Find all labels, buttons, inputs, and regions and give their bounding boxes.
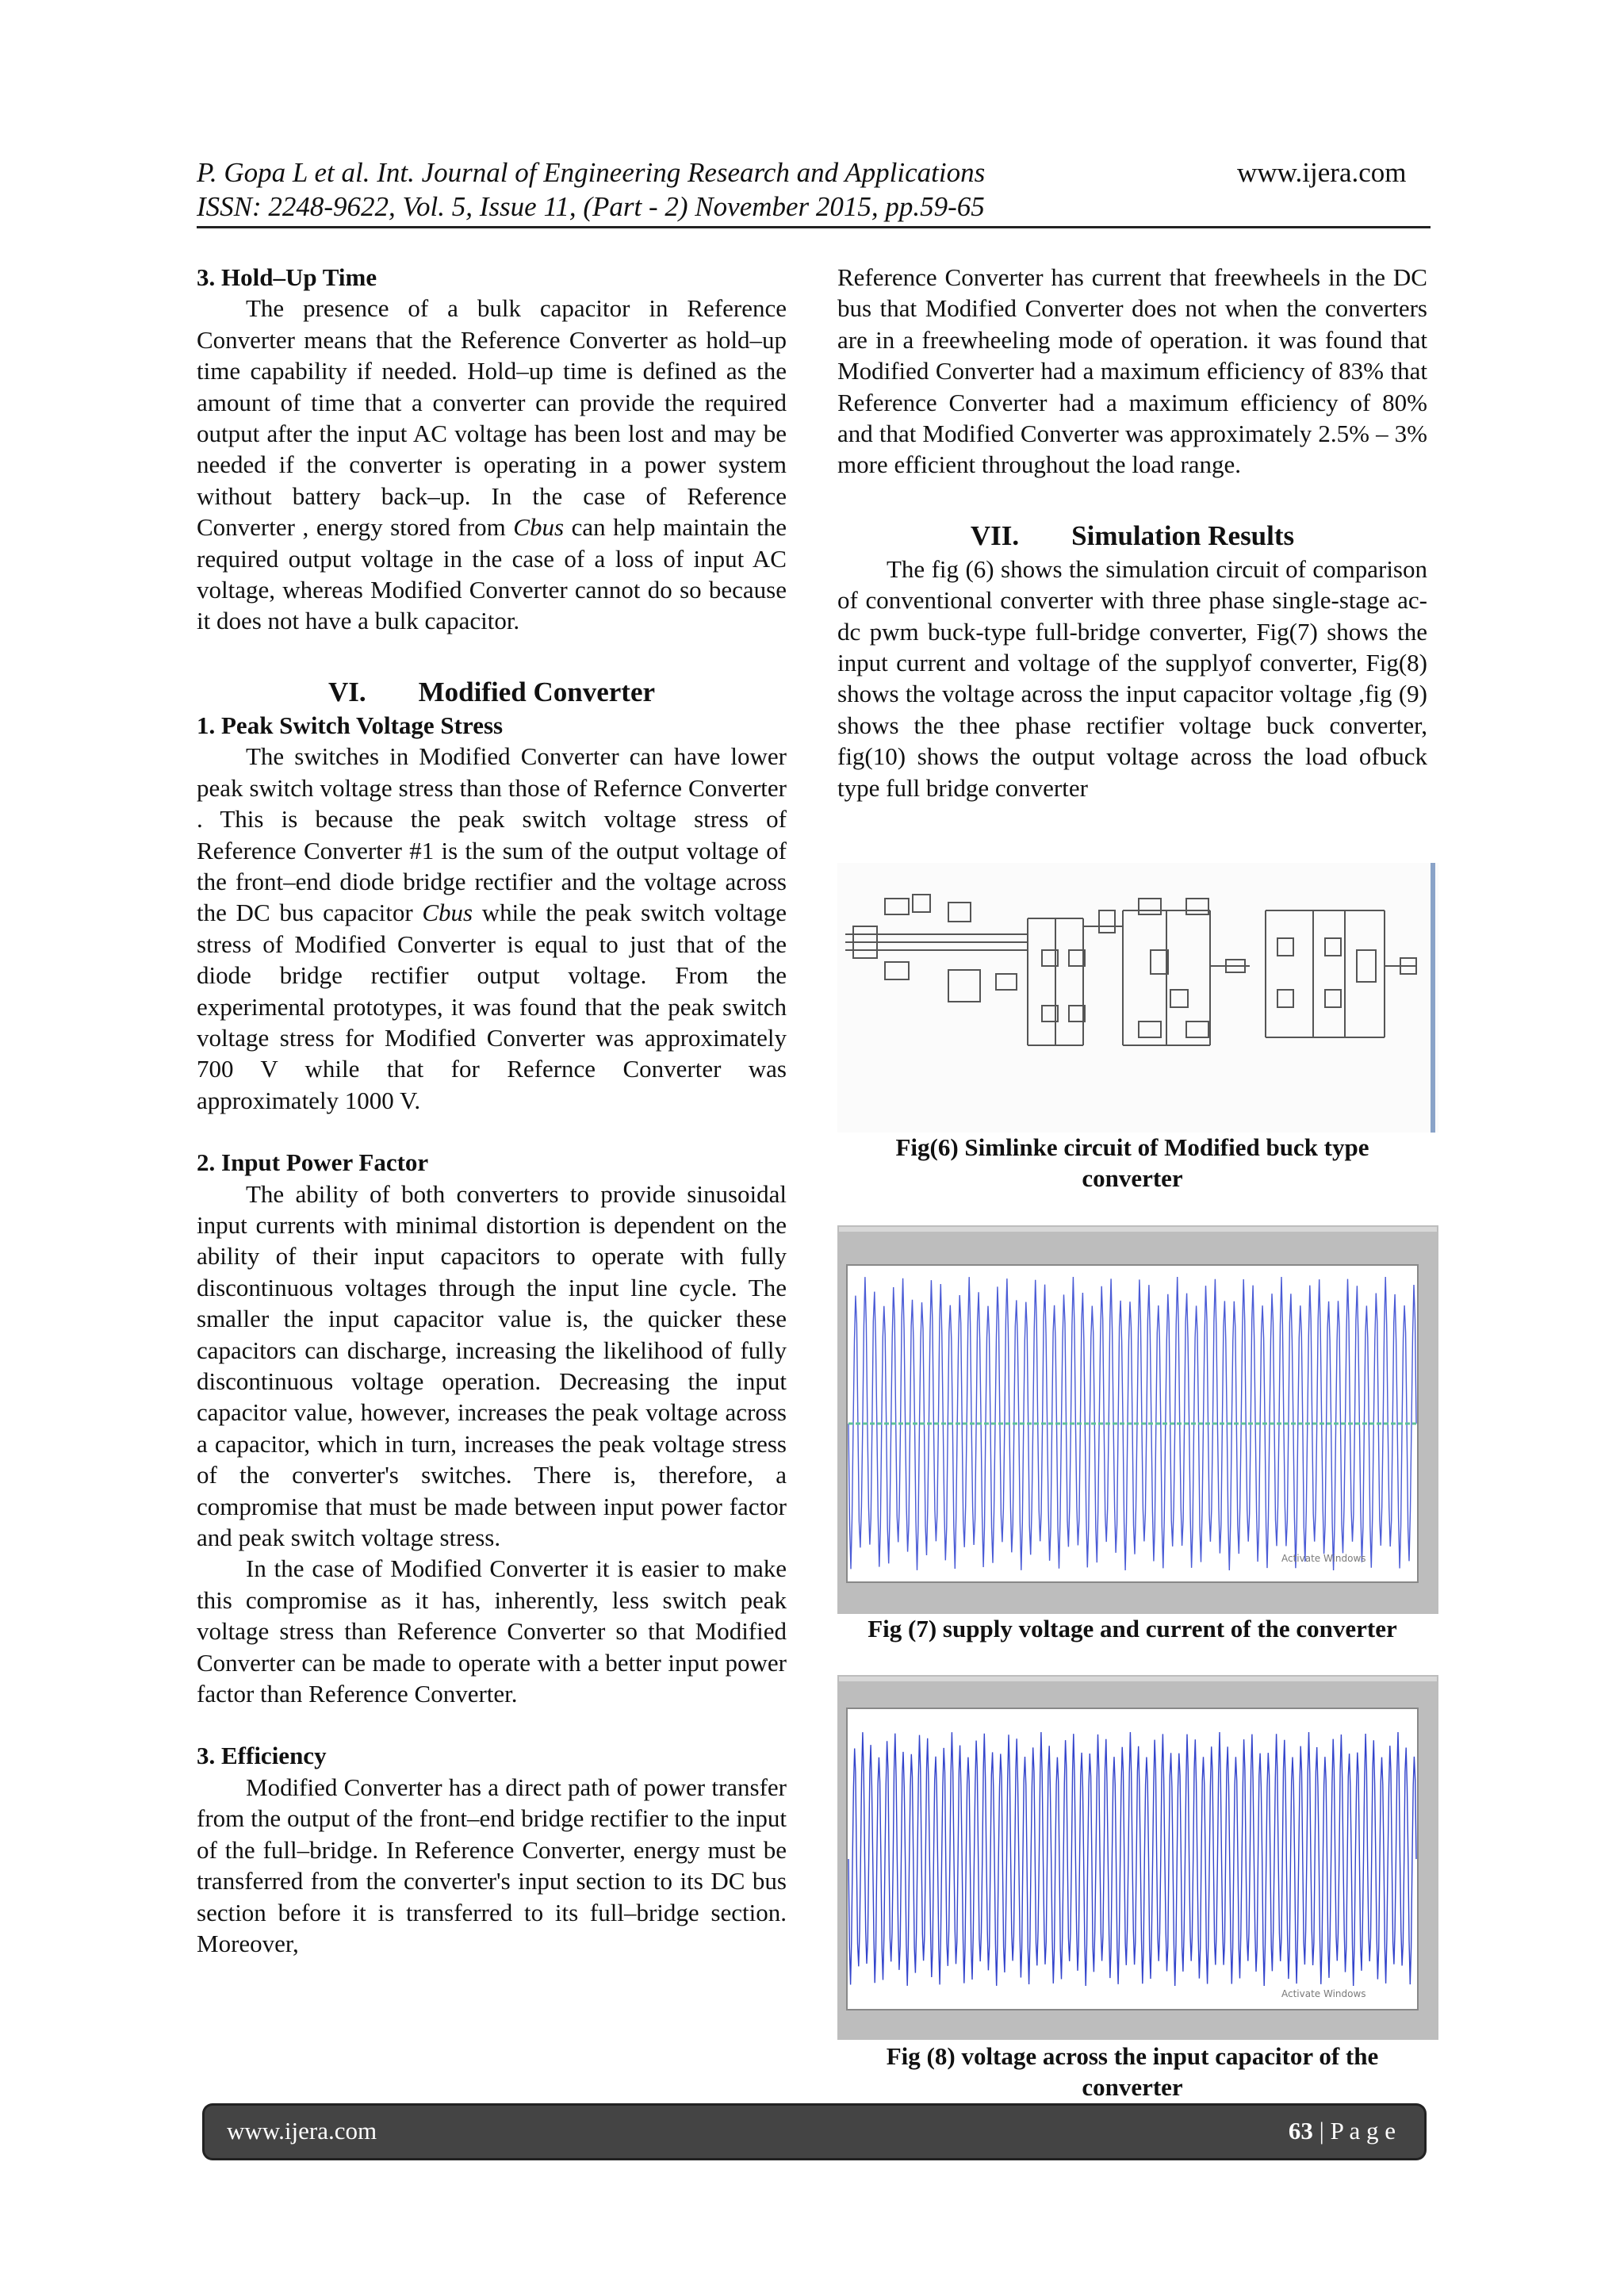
section-heading-modified-converter: VI. Modified Converter <box>327 676 656 707</box>
figure-8-watermark: Activate Windows <box>1281 1988 1366 1999</box>
subsection-input-power-factor-title: 2. Input Power Factor <box>197 1148 429 1177</box>
paragraph-efficiency: Modified Converter has a direct path of power transfer from the output of the front–end bridge rectifier to the input of the full–bridge. In Reference Converter, energy must be transferred from the converter's input section to its DC bus section before it is transferred to its full–bridge section. Moreover, <box>197 1773 787 1957</box>
paragraph-hold-up-time: The presence of a bulk capacitor in Reference Converter means that the Reference Converter as hold–up time capability if needed. Hold–up time is defined as the amount of time that a converter can provide the required output after the input AC voltage has been lost and may be needed if the converter is operating in a power system without battery back–up. In the case of Reference Converter , energy stored from Cbus can help maintain the required output voltage in the case of a loss of input AC voltage, whereas Modified Converter cannot do so because it does not have a bulk capacitor. <box>197 294 787 635</box>
simulink-circuit-diagram <box>837 863 1438 1133</box>
right-column <box>837 262 1427 803</box>
section-heading-simulation-results: VII. Simulation Results <box>970 519 1295 551</box>
figure-7-waveform <box>837 1225 1438 1614</box>
paragraph-simulation-results: The fig (6) shows the simulation circuit of comparison of conventional converter with three phase single-stage ac-dc pwm buck-type full-bridge converter, Fig(7) shows the input current and voltage of the supplyof converter, Fig(8) shows the voltage across the input capacitor voltage ,fig (9) shows the thee phase rectifier voltage buck converter, fig(10) shows the output voltage across the load ofbuck type full bridge converter <box>837 554 1427 802</box>
input-capacitor-voltage-plot <box>837 1675 1438 2040</box>
paragraph-input-power-factor: The ability of both converters to provide sinusoidal input currents with minimal distortion is dependent on the ability of their input capacitors to operate with fully discontinuous voltages through the input line cycle. The smaller the input capacitor value is, the quicker these capacitors can discharge, increasing the likelihood of fully discontinuous voltage operation. Decreasing the input capacitor value, however, increases the peak voltage across a capacitor, which in turn, increases the peak voltage stress of the converter's switches. There is, therefore, a compromise that must be made between input power factor and peak switch voltage stress. <box>197 1179 787 1552</box>
header-issn: ISSN: 2248-9622, Vol. 5, Issue 11, (Part - 2) November 2015, pp.59-65 <box>197 191 985 222</box>
header-website[interactable]: www.ijera.com <box>1237 157 1407 188</box>
section-hold-up-time-title: 3. Hold–Up Time <box>197 263 377 291</box>
subsection-efficiency-title: 3. Efficiency <box>197 1742 327 1770</box>
page-footer <box>205 2106 1424 2158</box>
figure-8-caption: Fig (8) voltage across the input capacitor of the converter <box>886 2042 1379 2101</box>
subsection-peak-switch-title: 1. Peak Switch Voltage Stress <box>197 711 504 739</box>
figure-8-waveform <box>837 1675 1438 2040</box>
figure-7-watermark: Activate Windows <box>1281 1553 1366 1564</box>
paragraph-peak-switch: The switches in Modified Converter can have lower peak switch voltage stress than those of Refernce Converter . This is because the peak switch voltage stress of Reference Converter #1 is the sum of the output voltage of the front–end diode bridge rectifier and the voltage across the DC bus capacitor Cbus while the peak switch voltage stress of Modified Converter is equal to just that of the diode bridge rectifier output voltage. From the experimental prototypes, it was found that the peak switch voltage stress for Modified Converter was approximately 700 V while that for Refernce Converter was approximately 1000 V. <box>197 742 787 1114</box>
paragraph-compromise: In the case of Modified Converter it is easier to make this compromise as it has, inherently, less switch peak voltage stress than Reference Converter so that Modified Converter can be made to operate with a better input power factor than Reference Converter. <box>197 1554 787 1708</box>
left-column <box>197 262 787 1959</box>
paragraph-efficiency-continued: Reference Converter has current that freewheels in the DC bus that Modified Converter does not when the converters are in a freewheeling mode of operation. it was found that Modified Converter had a maximum efficiency of 83% that Reference Converter had a maximum efficiency of 80% and that Modified Converter was approximately 2.5% – 3% more efficient throughout the load range. <box>837 263 1427 479</box>
footer-website[interactable]: www.ijera.com <box>227 2117 377 2145</box>
header-journal: P. Gopa L et al. Int. Journal of Engineering Research and Applications <box>197 157 986 188</box>
supply-voltage-current-plot <box>837 1225 1438 1614</box>
header-rule <box>197 226 1431 228</box>
figure-6-caption: Fig(6) Simlinke circuit of Modified buck type converter <box>895 1133 1369 1192</box>
figure-6-circuit <box>837 863 1438 1133</box>
footer-page-number: 63 | P a g e <box>1288 2117 1396 2145</box>
figure-7-caption: Fig (7) supply voltage and current of the converter <box>868 1615 1397 1642</box>
